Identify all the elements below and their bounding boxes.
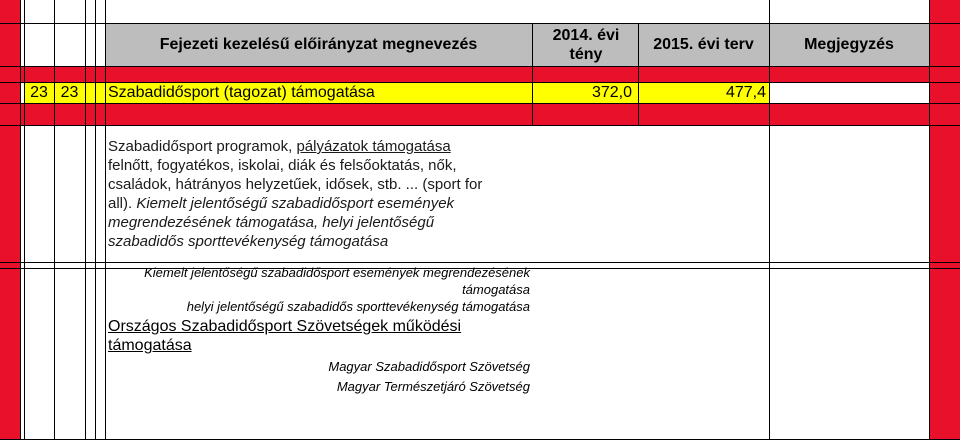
federations-heading-line1: Országos Szabadidősport Szövetségek működési bbox=[108, 318, 462, 335]
header-2014-actual: 2014. évi tény bbox=[552, 27, 620, 63]
grid-line bbox=[20, 0, 21, 440]
grid-line bbox=[105, 0, 106, 440]
grid-line bbox=[54, 0, 55, 440]
description-line: szabadidős sporttevékenység támogatása bbox=[108, 233, 389, 250]
federations-heading-line2: támogatása bbox=[108, 337, 192, 354]
grid-line bbox=[0, 66, 960, 67]
grid-line bbox=[24, 0, 25, 440]
grid-line bbox=[929, 0, 930, 440]
local-sport-support: helyi jelentőségű szabadidős sporttevékenység támogatása bbox=[186, 299, 530, 314]
grid-line bbox=[85, 0, 86, 440]
federations-heading bbox=[108, 317, 508, 357]
description-line: megrendezésének támogatása, helyi jelentőségű bbox=[108, 214, 435, 231]
header-chapter-label: Fejezeti kezelésű előirányzat megnevezés bbox=[159, 36, 478, 53]
description-text: Szabadidősport programok, bbox=[108, 138, 297, 155]
header-2015-plan: 2015. évi terv bbox=[653, 36, 754, 53]
row-value-2014: 372,0 bbox=[591, 84, 632, 101]
federation-magyar-szabadidosport: Magyar Szabadidősport Szövetség bbox=[328, 359, 530, 374]
grid-line bbox=[0, 262, 960, 263]
description-line bbox=[108, 194, 528, 213]
description-line: felnőtt, fogyatékos, iskolai, diák és felsőoktatás, nők, bbox=[108, 157, 457, 174]
description-line bbox=[108, 137, 528, 156]
spacer-row-top bbox=[0, 66, 960, 82]
header-notes: Megjegyzés bbox=[804, 36, 894, 53]
row-value-2015: 477,4 bbox=[725, 84, 766, 101]
grid-line bbox=[0, 103, 960, 104]
description-text bbox=[108, 137, 528, 257]
grid-line bbox=[769, 0, 770, 440]
spacer-row-after-item bbox=[0, 103, 960, 125]
grid-line bbox=[532, 23, 533, 126]
row-number-a: 23 bbox=[30, 84, 48, 101]
event-support-line1: Kiemelt jelentőségű szabadidősport események megrendezésének bbox=[144, 265, 530, 280]
grid-line bbox=[0, 125, 960, 126]
description-italic: Kiemelt jelentőségű szabadidősport események bbox=[136, 195, 455, 212]
description-underlined: pályázatok támogatása bbox=[296, 138, 451, 155]
row-item-name: Szabadidősport (tagozat) támogatása bbox=[108, 84, 375, 101]
description-line: családok, hátrányos helyzetűek, idősek, stb. ... (sport for bbox=[108, 176, 483, 193]
event-support-line2: támogatása bbox=[462, 282, 530, 297]
row-number-b: 23 bbox=[60, 84, 79, 101]
grid-line bbox=[95, 0, 96, 440]
description-text: all). bbox=[108, 195, 137, 212]
federation-magyar-termeszetjaro: Magyar Természetjáró Szövetség bbox=[336, 379, 530, 394]
